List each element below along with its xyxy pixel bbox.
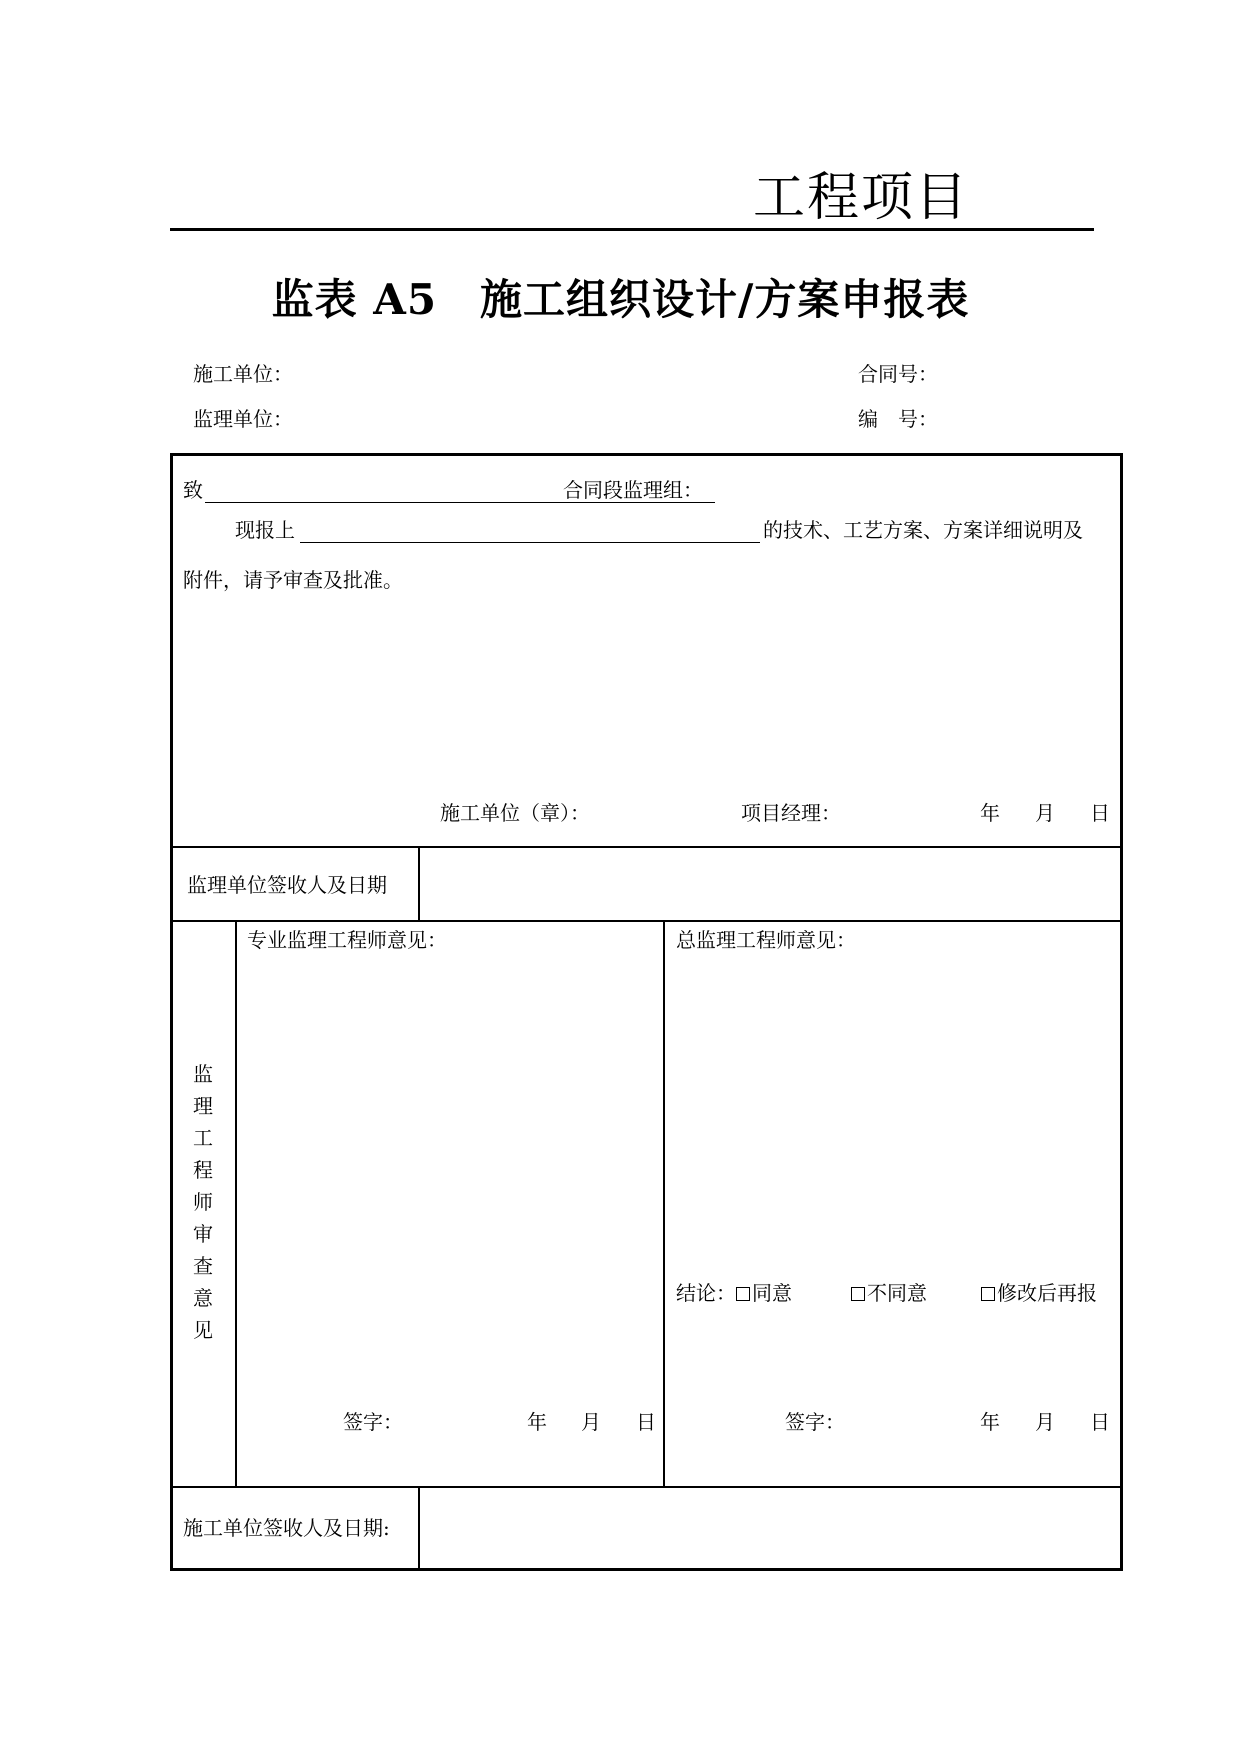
date-day: 日 bbox=[1090, 801, 1110, 825]
header-rule bbox=[170, 228, 1094, 231]
chief-month: 月 bbox=[1035, 1410, 1055, 1434]
form-table bbox=[170, 453, 1123, 1571]
option-revise[interactable]: 修改后再报 bbox=[981, 1279, 1097, 1307]
review-side-label: 监 理 工 程 师 审 查 意 见 bbox=[193, 1062, 213, 1342]
checkbox-icon[interactable] bbox=[736, 1287, 750, 1301]
specialist-year: 年 bbox=[527, 1410, 547, 1434]
checkbox-icon[interactable] bbox=[851, 1287, 865, 1301]
conclusion-row bbox=[676, 1279, 792, 1307]
specialist-opinion-label: 专业监理工程师意见： bbox=[247, 928, 447, 952]
divider-2 bbox=[170, 920, 1123, 922]
option-agree[interactable]: 同意 bbox=[736, 1281, 792, 1305]
checkbox-icon[interactable] bbox=[981, 1287, 995, 1301]
receipt-construction-label: 施工单位签收人及日期: bbox=[183, 1516, 390, 1540]
divider-receipt-sup bbox=[418, 846, 420, 921]
date-month: 月 bbox=[1035, 801, 1055, 825]
form-title: 监表 A5 施工组织设计/方案申报表 bbox=[271, 275, 970, 324]
chief-day: 日 bbox=[1090, 1410, 1110, 1434]
chief-opinion-label: 总监理工程师意见： bbox=[676, 928, 856, 952]
report-prefix: 现报上 bbox=[235, 518, 295, 542]
report-line2: 附件，请予审查及批准。 bbox=[183, 568, 403, 592]
report-suffix: 的技术、工艺方案、方案详细说明及 bbox=[763, 518, 1083, 542]
specialist-day: 日 bbox=[636, 1410, 656, 1434]
divider-receipt-con bbox=[418, 1486, 420, 1571]
serial-no-label: 编 号： bbox=[858, 407, 938, 431]
chief-sign-label: 签字： bbox=[785, 1410, 845, 1434]
specialist-month: 月 bbox=[581, 1410, 601, 1434]
contract-no-label: 合同号： bbox=[858, 362, 938, 386]
specialist-sign-label: 签字： bbox=[343, 1410, 403, 1434]
divider-3 bbox=[170, 1486, 1123, 1488]
date-year: 年 bbox=[980, 801, 1000, 825]
option-disagree[interactable]: 不同意 bbox=[851, 1279, 927, 1307]
construction-unit-label: 施工单位： bbox=[193, 362, 293, 386]
project-title: 工程项目 bbox=[752, 168, 969, 228]
chief-year: 年 bbox=[980, 1410, 1000, 1434]
supervision-unit-label: 监理单位： bbox=[193, 407, 293, 431]
contract-group-label: 合同段监理组： bbox=[563, 478, 703, 502]
receipt-supervision-label: 监理单位签收人及日期 bbox=[187, 873, 387, 897]
unit-seal-label: 施工单位（章）： bbox=[440, 801, 590, 825]
divider-review-side bbox=[235, 920, 237, 1487]
divider-1 bbox=[170, 846, 1123, 848]
to-label: 致 bbox=[183, 478, 203, 502]
divider-review-mid bbox=[663, 920, 665, 1487]
pm-label: 项目经理： bbox=[741, 801, 841, 825]
report-blank[interactable] bbox=[300, 542, 760, 543]
conclusion-label: 结论： bbox=[676, 1281, 736, 1305]
